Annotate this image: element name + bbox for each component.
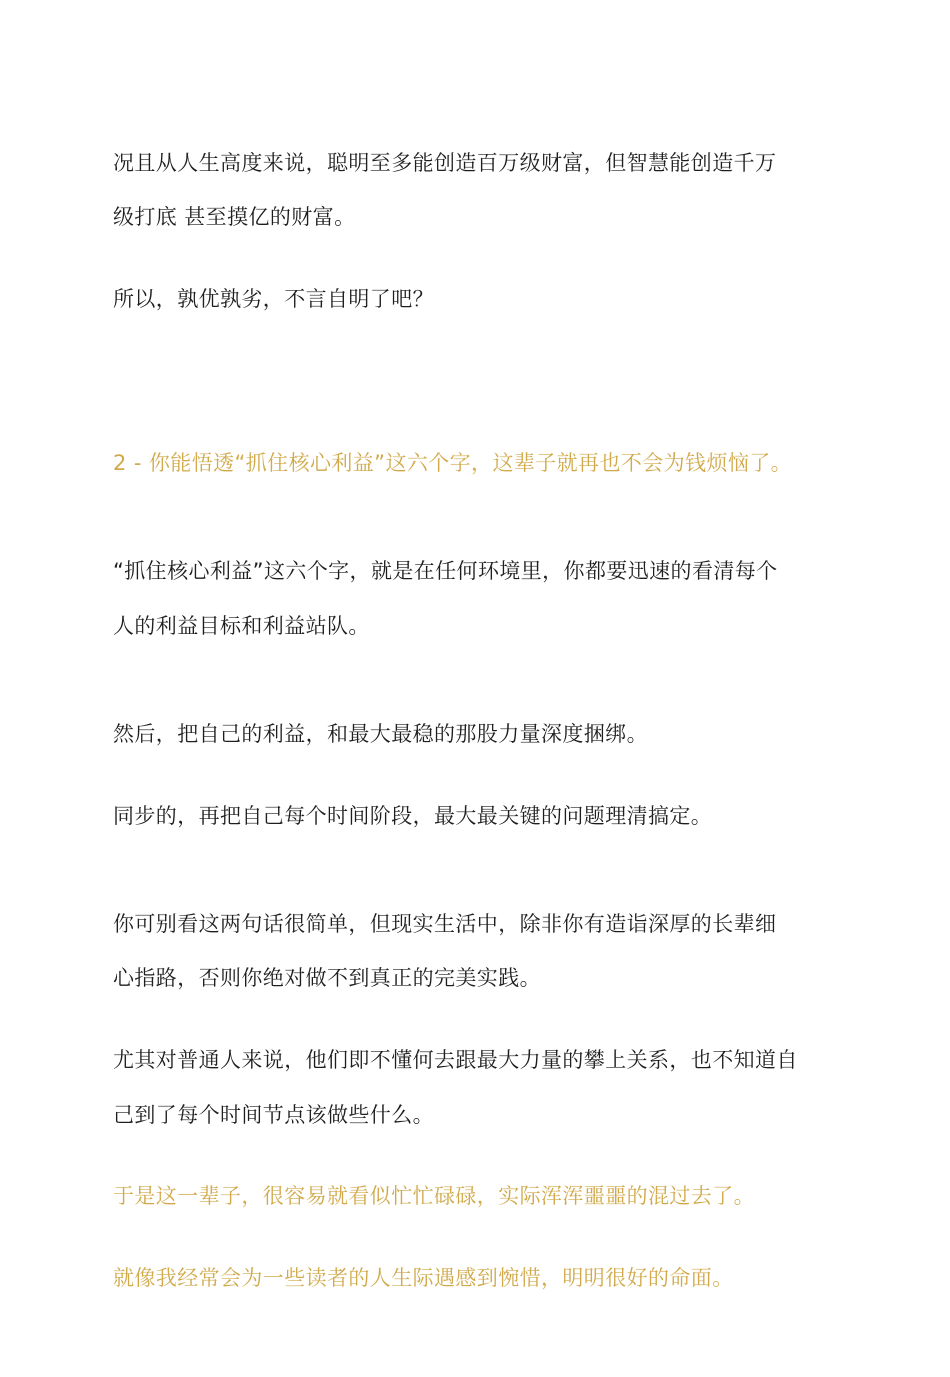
paragraph-line: 所以，孰优孰劣，不言自明了吧？ [113, 287, 434, 311]
paragraph-line: 况且从人生高度来说，聪明至多能创造百万级财富，但智慧能创造千万 [113, 151, 777, 175]
paragraph-line: “抓住核心利益”这六个字，就是在任何环境里，你都要迅速的看清每个 [113, 559, 778, 583]
paragraph-line: 同步的，再把自己每个时间阶段，最大最关键的问题理清搞定。 [113, 804, 713, 828]
paragraph-line: 人的利益目标和利益站队。 [113, 614, 370, 638]
paragraph-line: 己到了每个时间节点该做些什么。 [113, 1103, 434, 1127]
highlight-line: 于是这一辈子，很容易就看似忙忙碌碌，实际浑浑噩噩的混过去了。 [113, 1184, 755, 1208]
paragraph-line: 尤其对普通人来说，他们即不懂何去跟最大力量的攀上关系，也不知道自 [113, 1048, 798, 1072]
highlight-line: 就像我经常会为一些读者的人生际遇感到惋惜，明明很好的命面。 [113, 1266, 734, 1290]
paragraph-line: 级打底 甚至摸亿的财富。 [113, 205, 356, 229]
paragraph-line: 心指路，否则你绝对做不到真正的完美实践。 [113, 966, 541, 990]
section-heading: 2 - 你能悟透“抓住核心利益”这六个字，这辈子就再也不会为钱烦恼了。 [113, 451, 793, 475]
paragraph-line: 然后，把自己的利益，和最大最稳的那股力量深度捆绑。 [113, 722, 648, 746]
paragraph-line: 你可别看这两句话很简单，但现实生活中，除非你有造诣深厚的长辈细 [113, 912, 777, 936]
